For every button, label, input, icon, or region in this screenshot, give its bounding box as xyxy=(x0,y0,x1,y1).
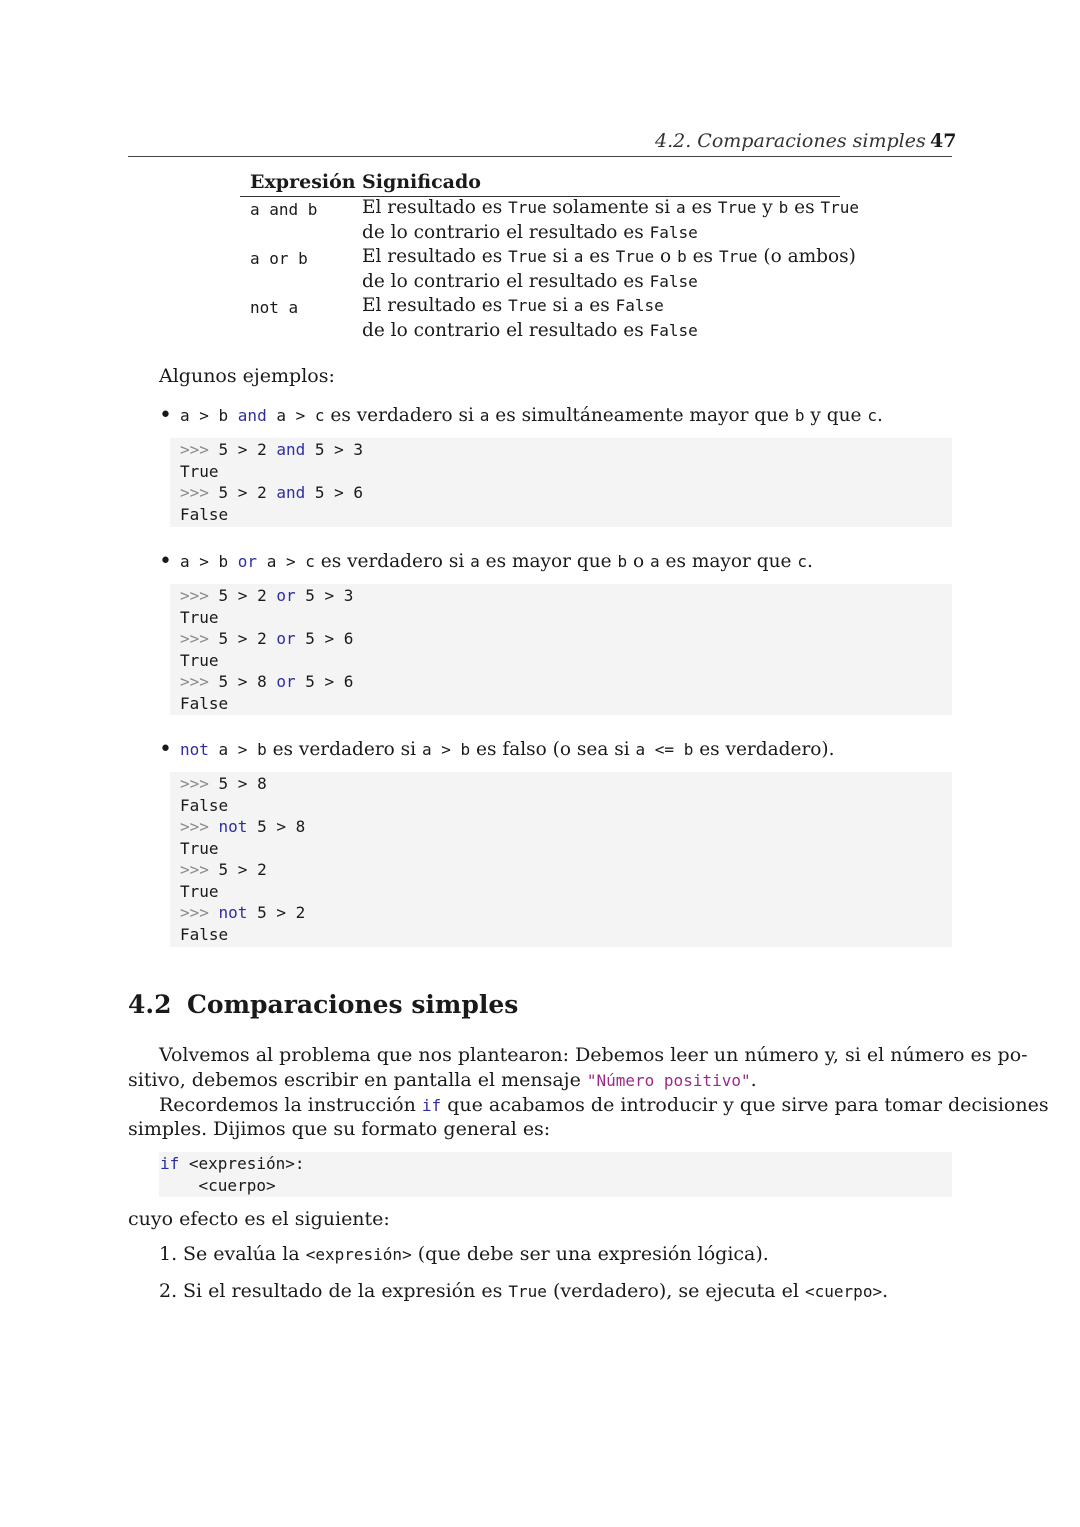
code-line: True xyxy=(180,462,219,481)
section-title: Comparaciones simples xyxy=(187,990,519,1019)
page-number: 47 xyxy=(930,130,957,152)
code-line: True xyxy=(180,839,219,858)
list-item: Se evalúa la <expresión> (que debe ser una expresión lógica). xyxy=(183,1243,769,1265)
code-line: >>> 5 > 8 or 5 > 6 xyxy=(180,672,354,691)
paragraph-line: cuyo efecto es el siguiente: xyxy=(128,1208,390,1230)
bullet-item: not a > b es verdadero si a > b es falso (o sea si a <= b es verdadero). xyxy=(180,739,835,760)
desc-line: de lo contrario el resultado es False xyxy=(362,221,698,243)
bullet-item: a > b or a > c es verdadero si a es mayor que b o a es mayor que c. xyxy=(180,551,813,572)
list-number: 2. xyxy=(159,1280,178,1302)
paragraph-line: simples. Dijimos que su formato general es: xyxy=(128,1118,551,1140)
list-item: Si el resultado de la expresión es True (verdadero), se ejecuta el <cuerpo>. xyxy=(183,1280,889,1302)
table-expr-or: a or b xyxy=(250,249,308,268)
desc-line: El resultado es True solamente si a es True y b es True xyxy=(362,197,860,218)
list-number: 1. xyxy=(159,1243,178,1265)
code-block xyxy=(170,772,952,947)
code-line: False xyxy=(180,505,229,524)
table-header-significado: Significado xyxy=(362,171,481,193)
paragraph-line: sitivo, debemos escribir en pantalla el mensaje "Número positivo". xyxy=(128,1069,757,1091)
section-number: 4.2 xyxy=(128,990,172,1019)
code-line: True xyxy=(180,608,219,627)
paragraph-line: Volvemos al problema que nos plantearon: Debemos leer un número y, si el número es po- xyxy=(159,1044,1028,1066)
desc-line: El resultado es True si a es True o b es True (o ambos) xyxy=(362,246,856,267)
desc-line: de lo contrario el resultado es False xyxy=(362,319,698,341)
code-line: >>> not 5 > 8 xyxy=(180,817,306,836)
code-line: >>> 5 > 8 xyxy=(180,774,267,793)
code-line: >>> 5 > 2 or 5 > 6 xyxy=(180,629,354,648)
code-line: True xyxy=(180,651,219,670)
code-block xyxy=(170,584,952,715)
code-block-if xyxy=(159,1152,952,1197)
code-line: False xyxy=(180,925,229,944)
code-line: True xyxy=(180,882,219,901)
code-block xyxy=(170,438,952,527)
code-line: >>> 5 > 2 or 5 > 3 xyxy=(180,586,354,605)
table-desc-not xyxy=(362,294,698,343)
bullet-marker: • xyxy=(159,737,172,762)
code-line: if <expresión>: xyxy=(160,1154,305,1173)
code-line: False xyxy=(180,694,229,713)
code-line: >>> 5 > 2 xyxy=(180,860,267,879)
code-line: >>> 5 > 2 and 5 > 6 xyxy=(180,483,364,502)
paragraph-line: Recordemos la instrucción if que acabamos de introducir y que sirve para tomar decisiones xyxy=(159,1094,1049,1116)
table-desc-or xyxy=(362,245,856,294)
bullet-marker: • xyxy=(159,403,172,428)
table-expr-not: not a xyxy=(250,298,299,317)
desc-line: El resultado es True si a es False xyxy=(362,295,664,316)
examples-intro: Algunos ejemplos: xyxy=(159,365,335,387)
table-desc-and xyxy=(362,196,859,245)
code-line: False xyxy=(180,796,229,815)
running-header-title: 4.2. Comparaciones simples xyxy=(655,130,926,152)
code-line: >>> 5 > 2 and 5 > 3 xyxy=(180,440,364,459)
desc-line: de lo contrario el resultado es False xyxy=(362,270,698,292)
table-expr-and: a and b xyxy=(250,200,318,219)
code-line: >>> not 5 > 2 xyxy=(180,903,306,922)
code-line: <cuerpo> xyxy=(160,1176,276,1195)
header-rule xyxy=(128,156,952,157)
bullet-item: a > b and a > c es verdadero si a es simultáneamente mayor que b y que c. xyxy=(180,405,883,426)
table-header-expresion: Expresión xyxy=(250,171,356,193)
bullet-marker: • xyxy=(159,549,172,574)
